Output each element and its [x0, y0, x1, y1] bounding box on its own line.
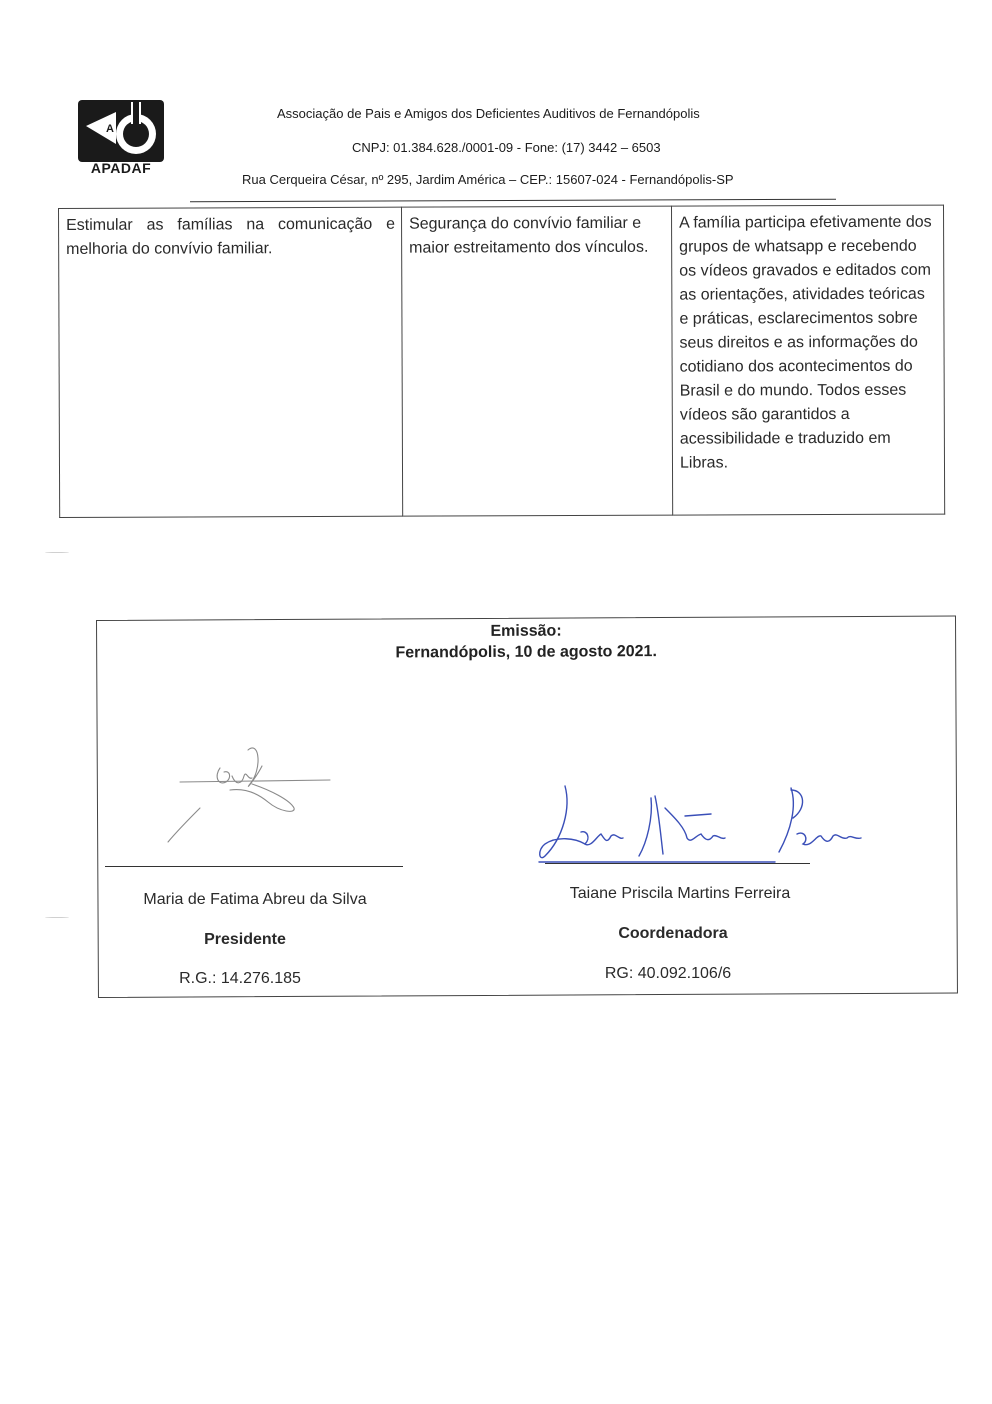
cnpj-phone: CNPJ: 01.384.628./0001-09 - Fone: (17) 3442 – 6503 [352, 140, 661, 155]
emission-place-date: Fernandópolis, 10 de agosto 2021. [395, 643, 657, 662]
president-role: Presidente [204, 931, 286, 948]
header-divider [190, 199, 836, 202]
coordinator-signature-line [545, 863, 810, 864]
president-rg: R.G.: 14.276.185 [179, 970, 301, 987]
address: Rua Cerqueira César, nº 295, Jardim América – CEP.: 15607-024 - Fernandópolis-SP [242, 172, 734, 187]
coordinator-rg: RG: 40.092.106/6 [604, 965, 732, 982]
scan-mark [45, 917, 69, 918]
activity-table-container [58, 205, 945, 520]
table-cell-objective: Estimular as famílias na comunicação e melhoria do convívio familiar. [59, 207, 403, 517]
president-name: Maria de Fatima Abreu da Silva [143, 891, 367, 908]
table-cell-description: A família participa efetivamente dos grupos de whatsapp e recebendo os vídeos gravados e editados com as orientações, atividades teóricas e práticas, esclarecimentos sobre seus direitos e as informações do cotidiano dos acontecimentos do Brasil e do mundo. Todos esses vídeos são garantidos a acessibilidade e traduzido em Libras. [671, 205, 944, 515]
scan-mark [45, 552, 69, 553]
table-cell-result: Segurança do convívio familiar e maior estreitamento dos vínculos. [401, 206, 672, 516]
activity-table [58, 205, 945, 518]
president-signature [140, 730, 340, 850]
emission-label: Emissão: [490, 622, 562, 640]
svg-text:A: A [106, 123, 114, 135]
logo-wordmark: APADAF [90, 160, 152, 176]
coordinator-role: Coordenadora [618, 925, 728, 942]
coordinator-signature [535, 778, 865, 868]
organization-name: Associação de Pais e Amigos dos Deficientes Auditivos de Fernandópolis [277, 106, 700, 121]
table-row [59, 205, 945, 517]
coordinator-name: Taiane Priscila Martins Ferreira [569, 885, 791, 902]
president-signature-line [105, 866, 403, 867]
